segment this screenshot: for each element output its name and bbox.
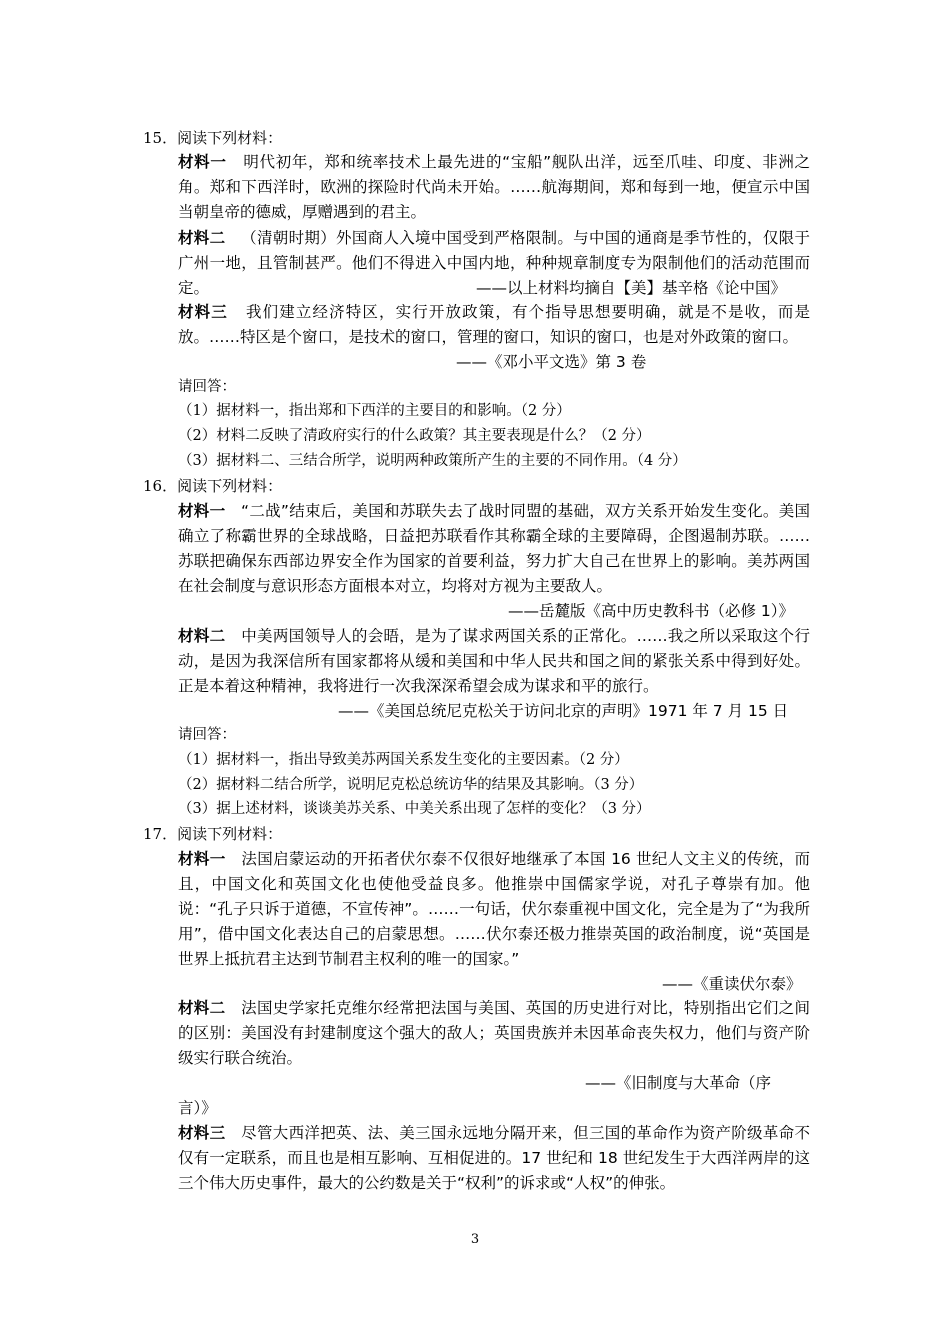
q15-heading: 15．阅读下列材料： [143,129,283,147]
q15-m2-text: （清朝时期）外国商人入境中国受到严格限制。与中国的通商是季节性的，仅限于广州一地，且管制甚严。他们不得进入中国内地，种种规章制度专为限制他们的活动范围而定。 [178,229,810,297]
q15-sub-question-1: （1）据材料一，指出郑和下西洋的主要目的和影响。（2 分） [178,403,571,419]
q16-material-1 [178,499,810,599]
q16-sub-question-2: （2）据材料二结合所学，说明尼克松总统访华的结果及其影响。（3 分） [178,777,644,793]
q16-material-2 [178,624,810,699]
q16-m1-text: “二战”结束后，美国和苏联失去了战时同盟的基础，双方关系开始发生变化。美国确立了称霸世界的全球战略，日益把苏联看作其称霸全球的主要障碍，企图遏制苏联。……苏联把确保东西部边界安全作为国家的首要利益，努力扩大自己在世界上的影响。美苏两国在社会制度与意识形态方面根本对立，均将对方视为主要敌人。 [178,502,810,595]
q16-heading: 16．阅读下列材料： [143,477,283,495]
q15-m3-source: ——《邓小平文选》第 3 卷 [456,353,647,371]
q17-m2-label: 材料二 [178,999,226,1017]
q17-heading: 17．阅读下列材料： [143,825,283,843]
q17-m2-text: 法国史学家托克维尔经常把法国与美国、英国的历史进行对比，特别指出它们之间的区别：美国没有封建制度这个强大的敌人；英国贵族并未因革命丧失权力，他们与资产阶级实行联合统治。 [178,999,810,1067]
q17-m1-label: 材料一 [178,850,226,868]
page-number: 3 [470,1232,480,1247]
q17-material-2 [178,996,810,1071]
q16-ask: 请回答： [178,727,236,743]
q17-m2-source-line1: ——《旧制度与大革命（序 [585,1074,772,1092]
q15-m1-text: 明代初年，郑和统率技术上最先进的“宝船”舰队出洋，远至爪哇、印度、非洲之角。郑和下西洋时，欧洲的探险时代尚未开始。……航海期间，郑和每到一地，便宣示中国当朝皇帝的德威，厚赠遇到的君主。 [178,153,810,221]
q15-m2-label: 材料二 [178,229,226,247]
q15-sub-question-2: （2）材料二反映了清政府实行的什么政策？其主要表现是什么？（2 分） [178,428,651,444]
q15-material-1 [178,150,810,225]
q17-m3-text: 尽管大西洋把英、法、美三国永远地分隔开来，但三国的革命作为资产阶级革命不仅有一定联系，而且也是相互影响、互相促进的。17 世纪和 18 世纪发生于大西洋两岸的这三个伟大历史事件，最大的公约数是关于“权利”的诉求或“人权”的伸张。 [178,1124,810,1192]
q15-ask: 请回答： [178,379,236,395]
q16-sub-question-3: （3）据上述材料，谈谈美苏关系、中美关系出现了怎样的变化？（3 分） [178,801,651,817]
q17-m1-source: ——《重读伏尔泰》 [662,975,802,993]
q15-m1-label: 材料一 [178,153,227,171]
q15-m3-label: 材料三 [178,303,228,321]
q16-m1-label: 材料一 [178,502,226,520]
q16-m2-source: ——《美国总统尼克松关于访问北京的声明》1971 年 7 月 15 日 [338,702,789,720]
q16-m1-source: ——岳麓版《高中历史教科书（必修 1）》 [508,602,795,620]
q16-m2-text: 中美两国领导人的会晤，是为了谋求两国关系的正常化。……我之所以采取这个行动，是因为我深信所有国家都将从缓和美国和中华人民共和国之间的紧张关系中得到好处。正是本着这种精神，我将进行一次我深深希望会成为谋求和平的旅行。 [178,627,810,695]
q17-m2-source-line2: 言）》 [178,1099,217,1117]
q17-material-3 [178,1121,810,1196]
q17-material-1 [178,847,810,972]
q16-m2-label: 材料二 [178,627,226,645]
q15-m2-source: ——以上材料均摘自【美】基辛格《论中国》 [476,279,787,297]
q17-m3-label: 材料三 [178,1124,226,1142]
q17-m1-text: 法国启蒙运动的开拓者伏尔泰不仅很好地继承了本国 16 世纪人文主义的传统，而且，中国文化和英国文化也使他受益良多。他推崇中国儒家学说，对孔子尊崇有加。他说：“孔子只诉于道德，不宣传神”。……一句话，伏尔泰重视中国文化，完全是为了“为我所用”，借中国文化表达自己的启蒙思想。……伏尔泰还极力推崇英国的政治制度，说“英国是世界上抵抗君主达到节制君主权利的唯一的国家。” [178,850,810,968]
q16-sub-question-1: （1）据材料一，指出导致美苏两国关系发生变化的主要因素。（2 分） [178,752,629,768]
q15-m3-text: 我们建立经济特区，实行开放政策，有个指导思想要明确，就是不是收，而是放。……特区是个窗口，是技术的窗口，管理的窗口，知识的窗口，也是对外政策的窗口。 [178,303,811,346]
q15-sub-question-3: （3）据材料二、三结合所学，说明两种政策所产生的主要的不同作用。（4 分） [178,453,687,469]
q15-material-3 [178,300,810,350]
